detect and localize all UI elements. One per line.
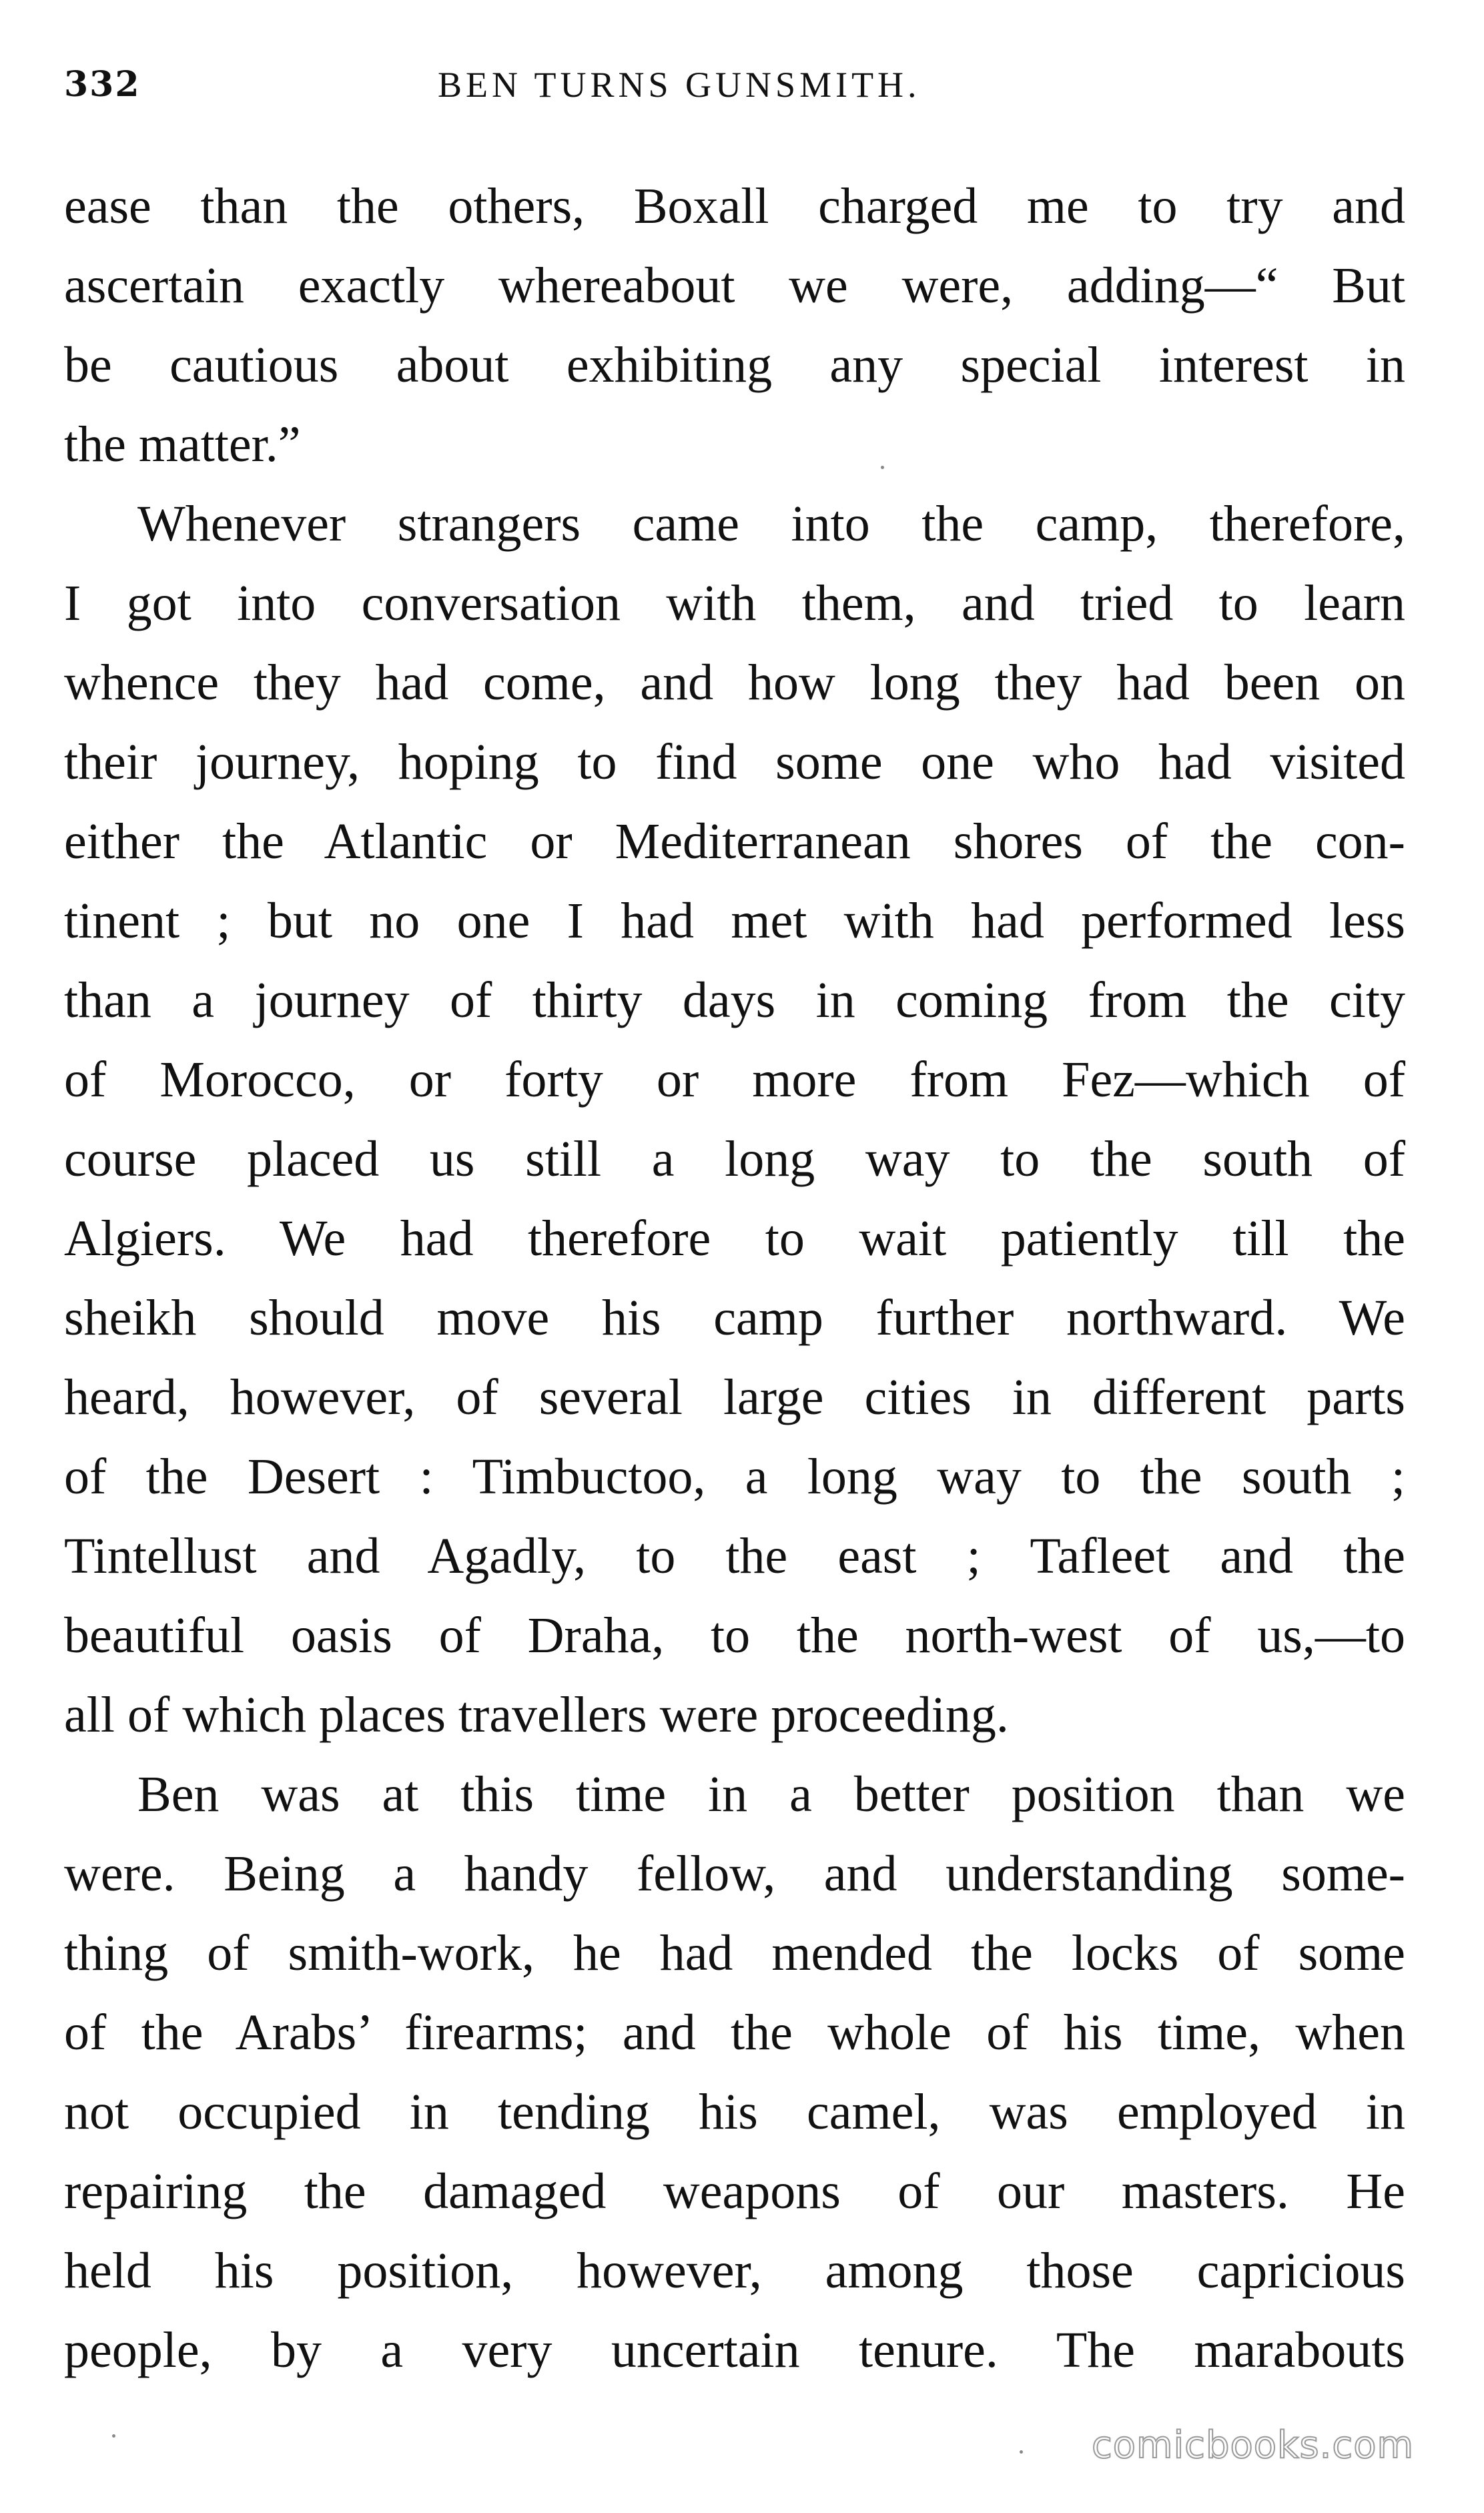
text-line: were. Being a handy fellow, and understanding some-	[64, 1846, 1405, 1902]
text-line: their journey, hoping to find some one who had visited	[64, 734, 1405, 790]
text-line: ascertain exactly whereabout we were, adding—“ But	[64, 258, 1405, 314]
text-line: thing of smith-work, he had mended the locks of some	[64, 1925, 1405, 1981]
text-line: of the Desert : Timbuctoo, a long way to the south ;	[64, 1449, 1405, 1505]
paragraph-start-line: Whenever strangers came into the camp, therefore,	[137, 496, 1405, 552]
print-speck	[112, 2434, 115, 2438]
text-line: heard, however, of several large cities in different parts	[64, 1369, 1405, 1425]
text-line: of Morocco, or forty or more from Fez—which of	[64, 1052, 1405, 1108]
text-line: beautiful oasis of Draha, to the north-west of us,—to	[64, 1607, 1405, 1664]
text-line: repairing the damaged weapons of our masters. He	[64, 2163, 1405, 2219]
text-line: whence they had come, and how long they had been on	[64, 655, 1405, 711]
text-line: be cautious about exhibiting any special interest in	[64, 337, 1405, 393]
text-line: course placed us still a long way to the south of	[64, 1131, 1405, 1187]
running-head: BEN TURNS GUNSMITH.	[438, 65, 921, 105]
text-line: held his position, however, among those capricious	[64, 2243, 1405, 2299]
text-line: Algiers. We had therefore to wait patiently till the	[64, 1210, 1405, 1267]
text-line: Tintellust and Agadly, to the east ; Tafleet and the	[64, 1528, 1405, 1584]
text-line: I got into conversation with them, and tried to learn	[64, 575, 1405, 631]
text-line: tinent ; but no one I had met with had performed less	[64, 893, 1405, 949]
text-line: sheikh should move his camp further northward. We	[64, 1290, 1405, 1346]
text-line: ease than the others, Boxall charged me to try and	[64, 178, 1405, 234]
body-text	[64, 167, 1405, 2390]
text-line: people, by a very uncertain tenure. The marabouts	[64, 2322, 1405, 2378]
page-number: 332	[64, 64, 141, 105]
text-line: all of which places travellers were proceeding.	[64, 1687, 1009, 1743]
text-line: the matter.”	[64, 416, 301, 472]
text-line: either the Atlantic or Mediterranean shores of the con-	[64, 813, 1405, 869]
paragraph-start-line: Ben was at this time in a better position than we	[137, 1766, 1405, 1822]
text-line: of the Arabs’ firearms; and the whole of his time, when	[64, 2005, 1405, 2061]
print-speck	[881, 466, 884, 469]
text-line: not occupied in tending his camel, was employed in	[64, 2084, 1405, 2140]
watermark: comicbooks.com	[1092, 2424, 1415, 2467]
page-header	[64, 64, 1412, 117]
print-speck	[1020, 2450, 1023, 2454]
text-line: than a journey of thirty days in coming from the city	[64, 972, 1405, 1028]
